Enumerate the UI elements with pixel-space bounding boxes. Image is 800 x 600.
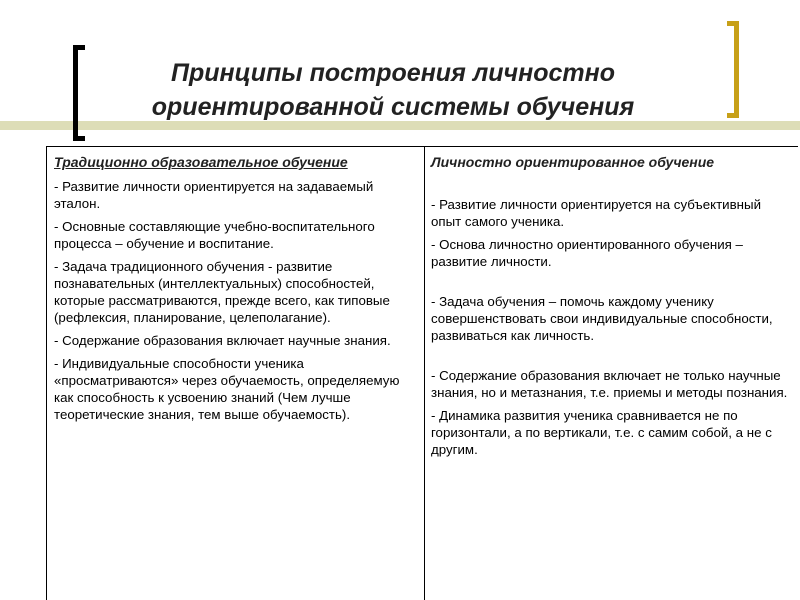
list-item: - Индивидуальные способности ученика «просматриваются» через обучаемость, определяемую как способность к усвоению знаний (Чем лучше теоретические знания, тем выше обучаемость).	[54, 356, 400, 422]
list-item: - Задача обучения – помочь каждому ученику совершенствовать свои индивидуальные способности, развиваться как личность.	[431, 294, 773, 343]
list-item: - Основные составляющие учебно-воспитательного процесса – обучение и воспитание.	[54, 219, 375, 251]
personal-oriented-learning-column	[431, 153, 793, 464]
traditional-learning-column	[54, 153, 419, 429]
right-bracket-decoration	[727, 21, 739, 118]
list-item: - Динамика развития ученика сравнивается не по горизонтали, а по вертикали, т.е. с самим собой, а не с другим.	[431, 408, 772, 457]
column-header-personal: Личностно ориентированное обучение	[431, 154, 715, 170]
list-item: - Задача традиционного обучения - развитие познавательных (интеллектуальных) способностей, которые рассматриваются, прежде всего, как типовые (рефлексия, планирование, целеполагание).	[54, 259, 390, 325]
list-item: - Основа личностно ориентированного обучения – развитие личности.	[431, 237, 743, 269]
list-item: - Развитие личности ориентируется на задаваемый эталон.	[54, 179, 374, 211]
list-item: - Развитие личности ориентируется на субъективный опыт самого ученика.	[431, 197, 761, 229]
column-header-traditional: Традиционно образовательное обучение	[54, 154, 348, 170]
left-bracket-decoration	[73, 45, 85, 141]
title-line-1: Принципы построения личностно	[170, 59, 616, 87]
title-line-2: ориентированной системы обучения	[151, 93, 635, 121]
column-divider	[424, 146, 425, 600]
slide-title	[88, 56, 698, 124]
list-item: - Содержание образования включает научные знания.	[54, 333, 391, 348]
list-item: - Содержание образования включает не только научные знания, но и метазнания, т.е. приемы и методы познания.	[431, 368, 788, 400]
